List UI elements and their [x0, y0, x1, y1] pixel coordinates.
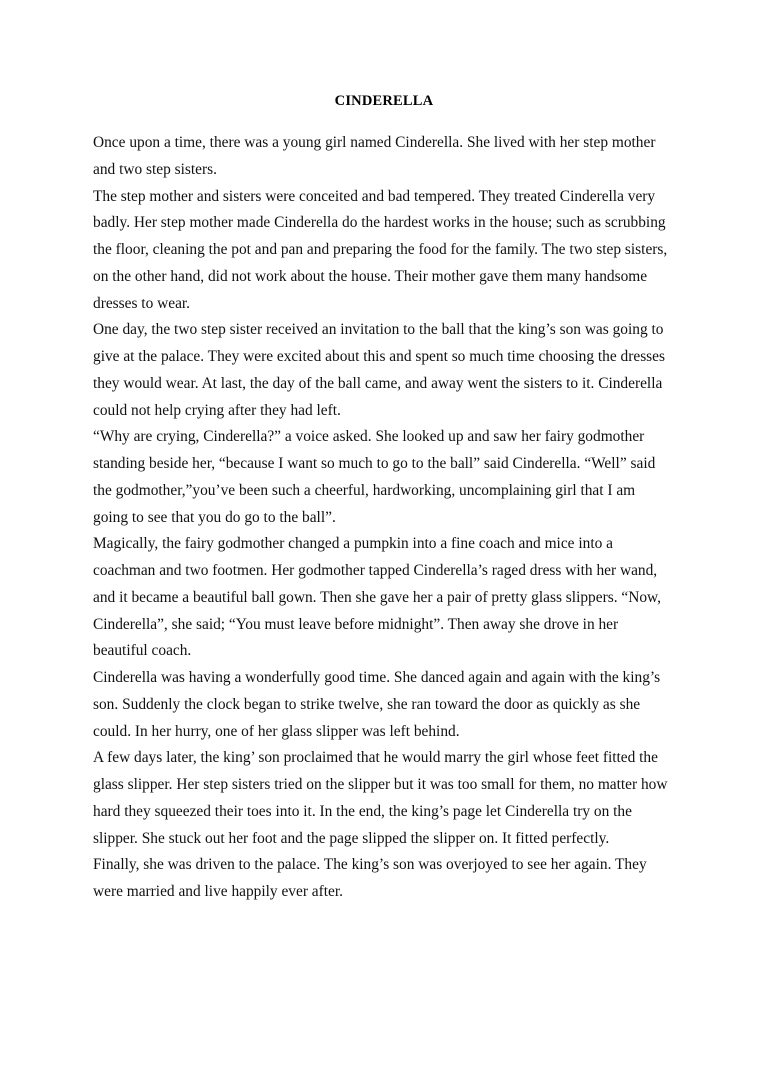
story-line: slipper. She stuck out her foot and the page slipped the slipper on. It fitted perfectly. [93, 829, 610, 847]
story-line: badly. Her step mother made Cinderella do the hardest works in the house; such as scrubbing [93, 214, 666, 232]
story-line: Once upon a time, there was a young girl named Cinderella. She lived with her step mother [93, 134, 656, 151]
story-line: the godmother,”you’ve been such a cheerful, hardworking, uncomplaining girl that I am [93, 481, 636, 499]
story-line: glass slipper. Her step sisters tried on the slipper but it was too small for them, no matter how [93, 776, 668, 793]
story-line: and two step sisters. [93, 160, 217, 178]
story-line: One day, the two step sister received an invitation to the ball that the king’s son was going to [93, 321, 664, 339]
story-line: going to see that you do go to the ball”. [93, 508, 336, 526]
story-line: Finally, she was driven to the palace. The king’s son was overjoyed to see her again. They [93, 856, 647, 874]
story-line: and it became a beautiful ball gown. Then she gave her a pair of pretty glass slippers. “Now, [93, 588, 661, 606]
story-line: “Why are crying, Cinderella?” a voice asked. She looked up and saw her fairy godmother [93, 428, 645, 446]
story-line: Cinderella”, she said; “You must leave before midnight”. Then away she drove in her [93, 615, 619, 633]
story-line: dresses to wear. [93, 294, 191, 312]
document-title: CINDERELLA [334, 93, 434, 109]
story-line: could not help crying after they had left. [93, 401, 341, 419]
story-line: A few days later, the king’ son proclaimed that he would marry the girl whose feet fitted the [93, 749, 658, 767]
story-line: son. Suddenly the clock began to strike twelve, she ran toward the door as quickly as she [93, 695, 641, 713]
story-line: The step mother and sisters were conceited and bad tempered. They treated Cinderella very [93, 187, 656, 205]
story-line: hard they squeezed their toes into it. In the end, the king’s page let Cinderella try on the [93, 802, 632, 820]
story-line: they would wear. At last, the day of the ball came, and away went the sisters to it. Cinderella [93, 374, 663, 392]
story-line: beautiful coach. [93, 642, 192, 660]
story-line: coachman and two footmen. Her godmother tapped Cinderella’s raged dress with her wand, [93, 562, 658, 579]
story-line: were married and live happily ever after. [93, 883, 343, 900]
story-body [93, 130, 677, 906]
story-line: could. In her hurry, one of her glass slipper was left behind. [93, 722, 460, 740]
story-line: standing beside her, “because I want so much to go to the ball” said Cinderella. “Well” said [93, 455, 656, 472]
story-line: the floor, cleaning the pot and pan and preparing the food for the family. The two step sisters, [93, 241, 668, 258]
story-line: on the other hand, did not work about the house. Their mother gave them many handsome [93, 267, 648, 285]
story-line: Cinderella was having a wonderfully good time. She danced again and again with the king’s [93, 669, 661, 686]
story-line: give at the palace. They were excited about this and spent so much time choosing the dresses [93, 348, 665, 365]
story-line: Magically, the fairy godmother changed a pumpkin into a fine coach and mice into a [93, 535, 613, 553]
